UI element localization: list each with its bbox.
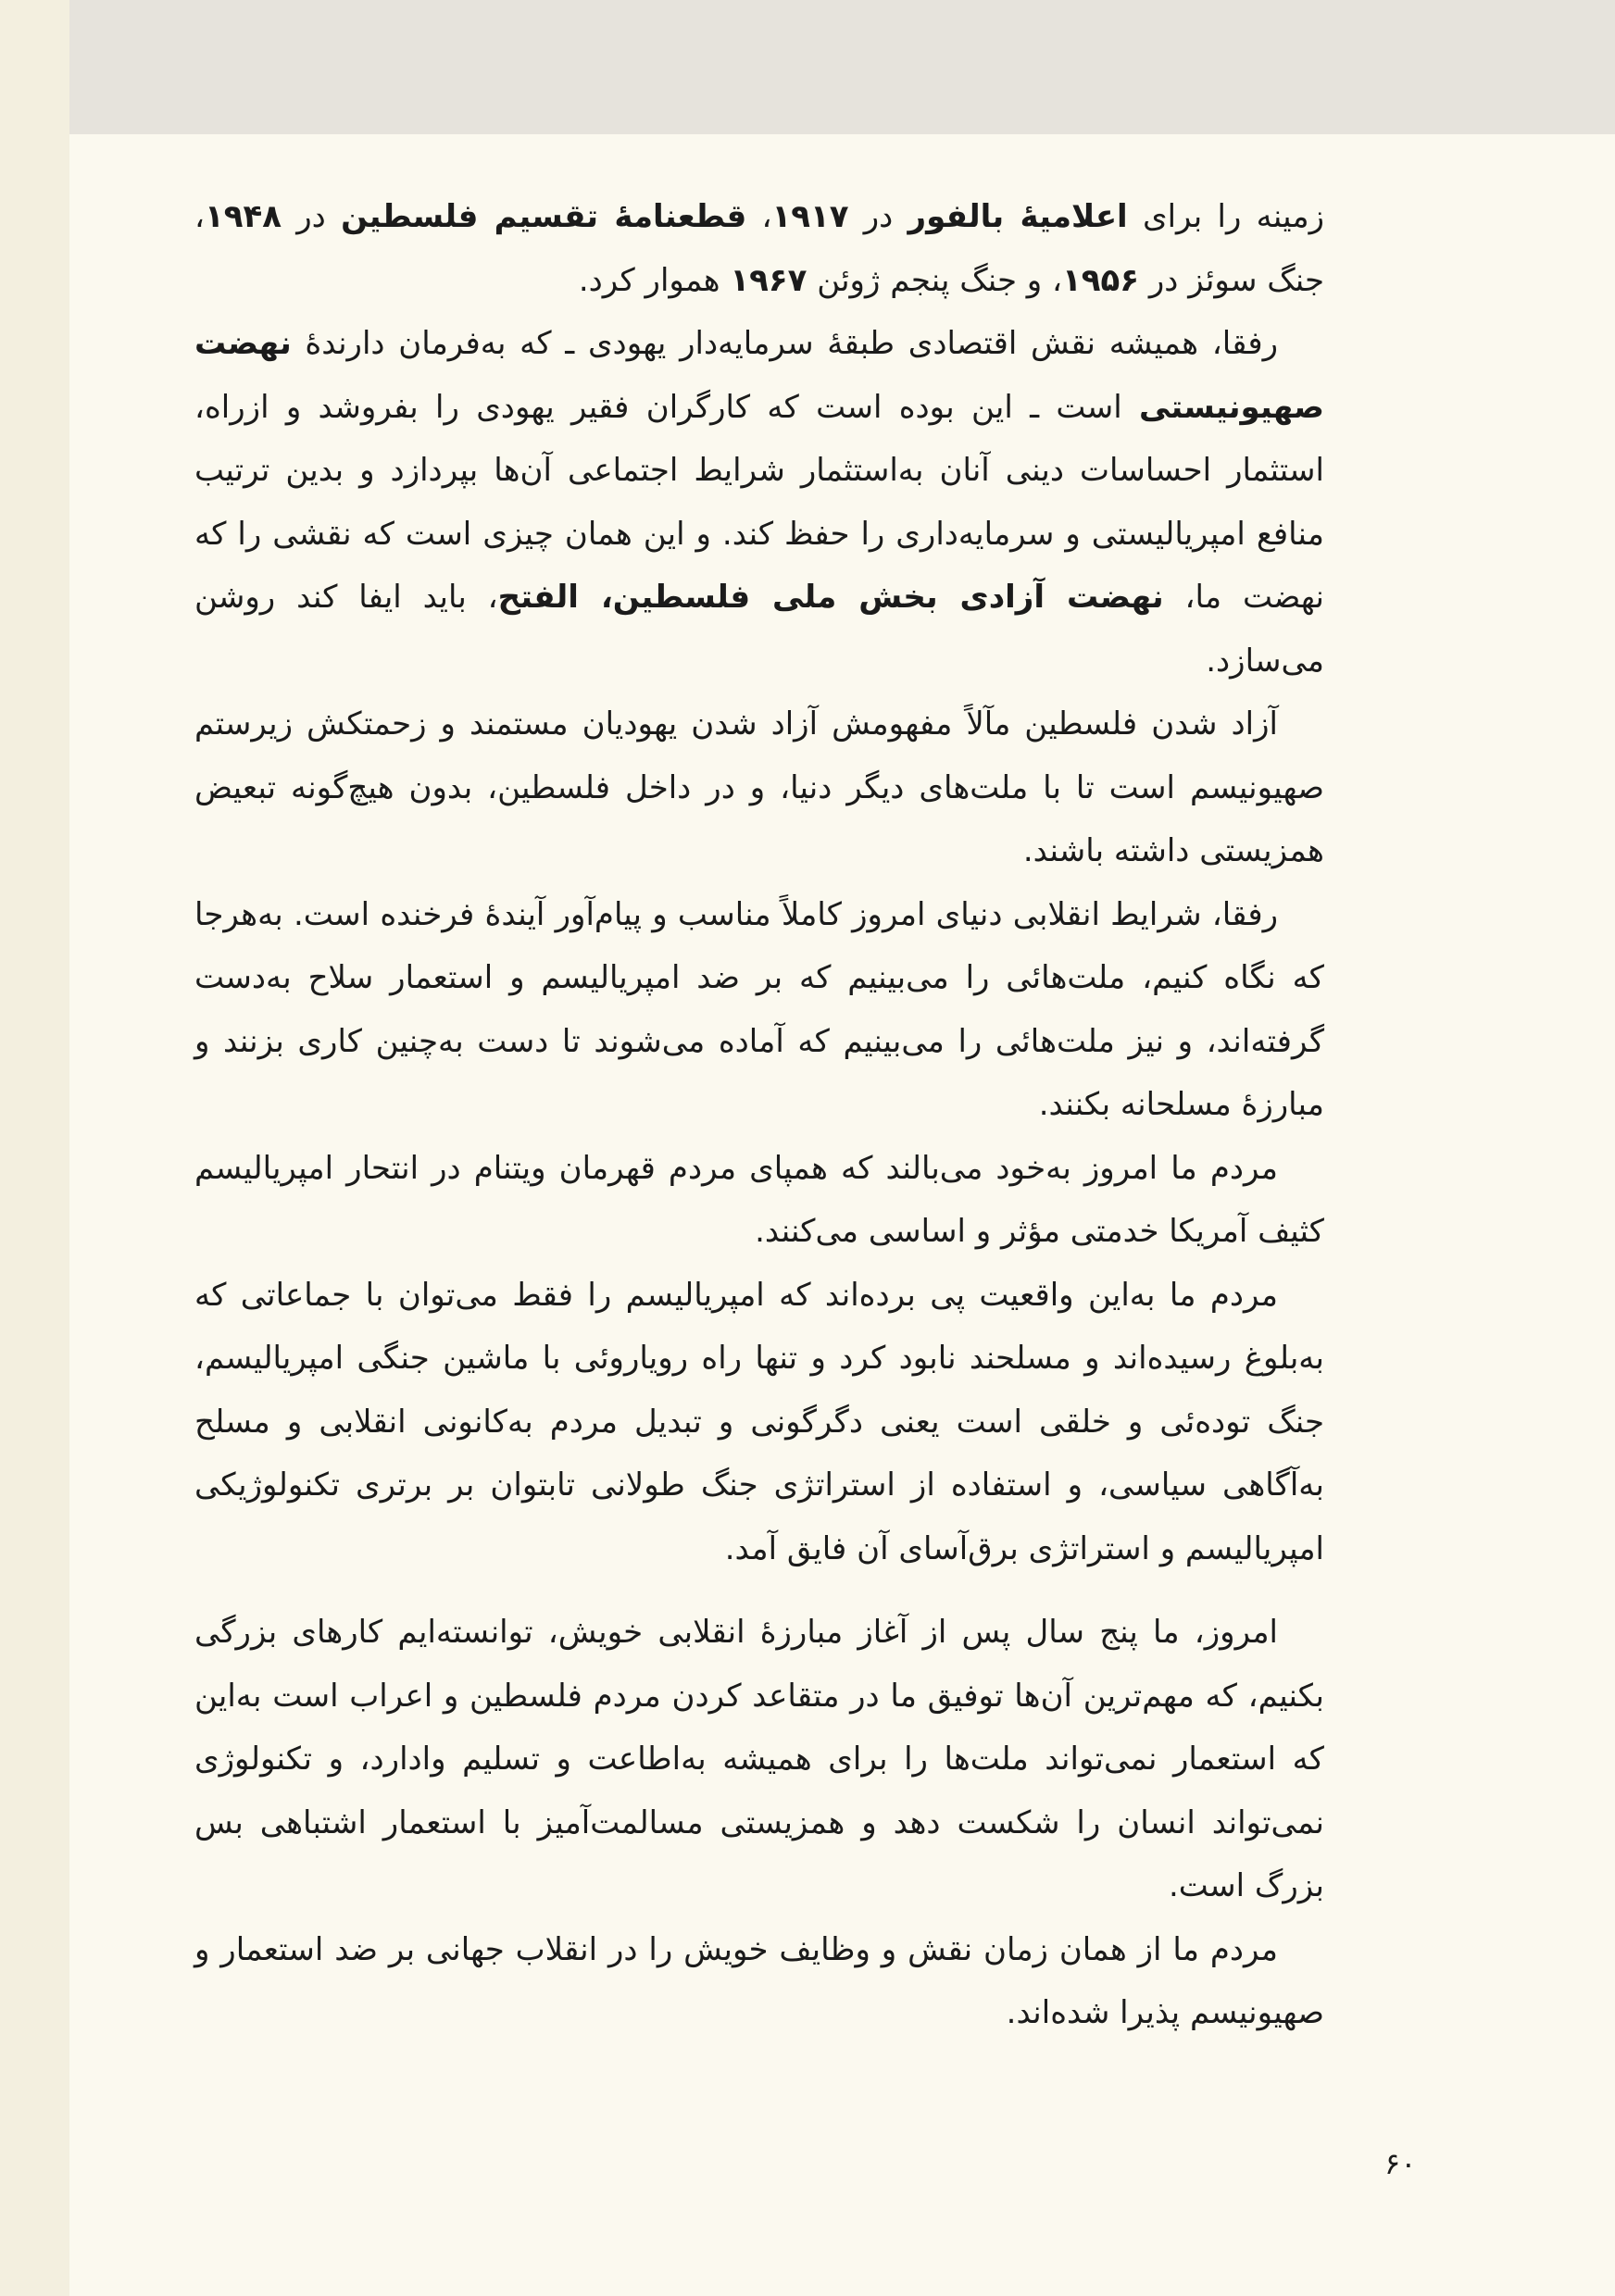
paragraph bbox=[194, 312, 1324, 693]
text-run: رفقا، شرایط انقلابی دنیای امروز کاملاً مناسب و پیام‌آور آیندهٔ فرخنده است. به‌هرجا که نگاه کنیم، ملت‌هائی را می‌بینیم که بر ضد امپریالیسم و استعمار سلاح به‌دست گرفته‌اند، و نیز ملت‌هائی را می‌بینیم که آماده می‌شوند تا دست به‌چنین کاری بزنند و مبارزهٔ مسلحانه بکنند. bbox=[194, 895, 1324, 1123]
bold-text-run: ۱۹۱۷ bbox=[771, 198, 849, 235]
bold-text-run: نهضت آزادی بخش ملی فلسطین، الفتح bbox=[497, 579, 1164, 616]
text-run: آزاد شدن فلسطین مآلاً مفهومش آزاد شدن یهودیان مستمند و زحمتکش زیرستم صهیونیسم است تا با ملت‌های دیگر دنیا، و در داخل فلسطین، بدون هیچ‌گونه تبعیض همزیستی داشته باشند. bbox=[194, 705, 1324, 869]
text-run: ، bbox=[746, 198, 772, 235]
text-run: مردم ما امروز به‌خود می‌بالند که همپای مردم قهرمان ویتنام در انتحار امپریالیسم کثیف آمریکا خدمتی مؤثر و اساسی می‌کنند. bbox=[194, 1149, 1324, 1250]
text-run: در bbox=[282, 198, 342, 235]
bold-text-run: ۱۹۴۸ bbox=[204, 198, 282, 235]
paragraph bbox=[194, 1264, 1324, 1581]
text-run: هموار کرد. bbox=[578, 261, 731, 299]
bold-text-run: ۱۹۶۷ bbox=[730, 261, 808, 299]
paragraph bbox=[194, 1918, 1324, 2045]
paragraph bbox=[194, 1601, 1324, 1918]
text-run: رفقا، همیشه نقش اقتصادی طبقهٔ سرمایه‌دار یهودی ـ که به‌فرمان دارندهٔ bbox=[291, 325, 1278, 362]
text-run: مردم ما به‌این واقعیت پی برده‌اند که امپریالیسم را فقط می‌توان با جماعاتی که به‌بلوغ رسیده‌اند و مسلحند نابود کرد و تنها راه رویاروئی با ماشین جنگی امپریالیسم، جنگ توده‌ئی و خلقی است یعنی دگرگونی و تبدیل مردم به‌کانونی انقلابی و مسلح به‌آگاهی سیاسی، و استفاده از استراتژی جنگ طولانی تابتوان بر برتری تکنولوژیکی امپریالیسم و استراتژی برق‌آسای آن فایق آمد. bbox=[194, 1276, 1324, 1567]
scan-top-margin bbox=[69, 0, 1615, 134]
paragraph bbox=[194, 1137, 1324, 1264]
bold-text-run: ۱۹۵۶ bbox=[1062, 261, 1140, 299]
text-run: ، باید ایفا کند روشن می‌سازد. bbox=[194, 579, 1324, 680]
bold-text-run: اعلامیهٔ بالفور bbox=[908, 198, 1128, 235]
page-body bbox=[194, 185, 1324, 2045]
text-run: ، و جنگ پنجم ژوئن bbox=[807, 261, 1063, 299]
paragraph bbox=[194, 693, 1324, 883]
bold-text-run: نهضت صهیونیستی bbox=[194, 325, 1324, 426]
paragraph bbox=[194, 185, 1324, 312]
text-run: ، جنگ سوئز در bbox=[194, 198, 1324, 299]
text-run: مردم ما از همان زمان نقش و وظایف خویش را در انقلاب جهانی بر ضد استعمار و صهیونیسم پذیرا شده‌اند. bbox=[194, 1930, 1324, 2031]
text-run: است ـ این بوده است که کارگران فقیر یهودی را بفروشد و ازراه، استثمار احساسات دینی آنان به‌استثمار شرایط اجتماعی آن‌ها بپردازد و بدین ترتیب منافع امپریالیستی و سرمایه‌داری را حفظ کند. و این همان چیزی است که نقشی را که نهضت ما، bbox=[194, 388, 1324, 616]
text-run: امروز، ما پنج سال پس از آغاز مبارزهٔ انقلابی خویش، توانسته‌ایم کارهای بزرگی بکنیم، که مهم‌ترین آن‌ها توفیق ما در متقاعد کردن مردم فلسطین و اعراب است به‌این که استعمار نمی‌تواند ملت‌ها را برای همیشه به‌اطاعت و تسلیم وادارد، و تکنولوژی نمی‌تواند انسان را شکست دهد و همزیستی مسالمت‌آمیز با استعمار اشتباهی بس بزرگ است. bbox=[194, 1614, 1324, 1904]
paragraph bbox=[194, 883, 1324, 1137]
bold-text-run: قطعنامهٔ تقسیم فلسطین bbox=[341, 198, 747, 235]
text-run: زمینه را برای bbox=[1127, 198, 1324, 235]
text-run: در bbox=[848, 198, 908, 235]
page-number: ۶۰ bbox=[1384, 2146, 1417, 2181]
